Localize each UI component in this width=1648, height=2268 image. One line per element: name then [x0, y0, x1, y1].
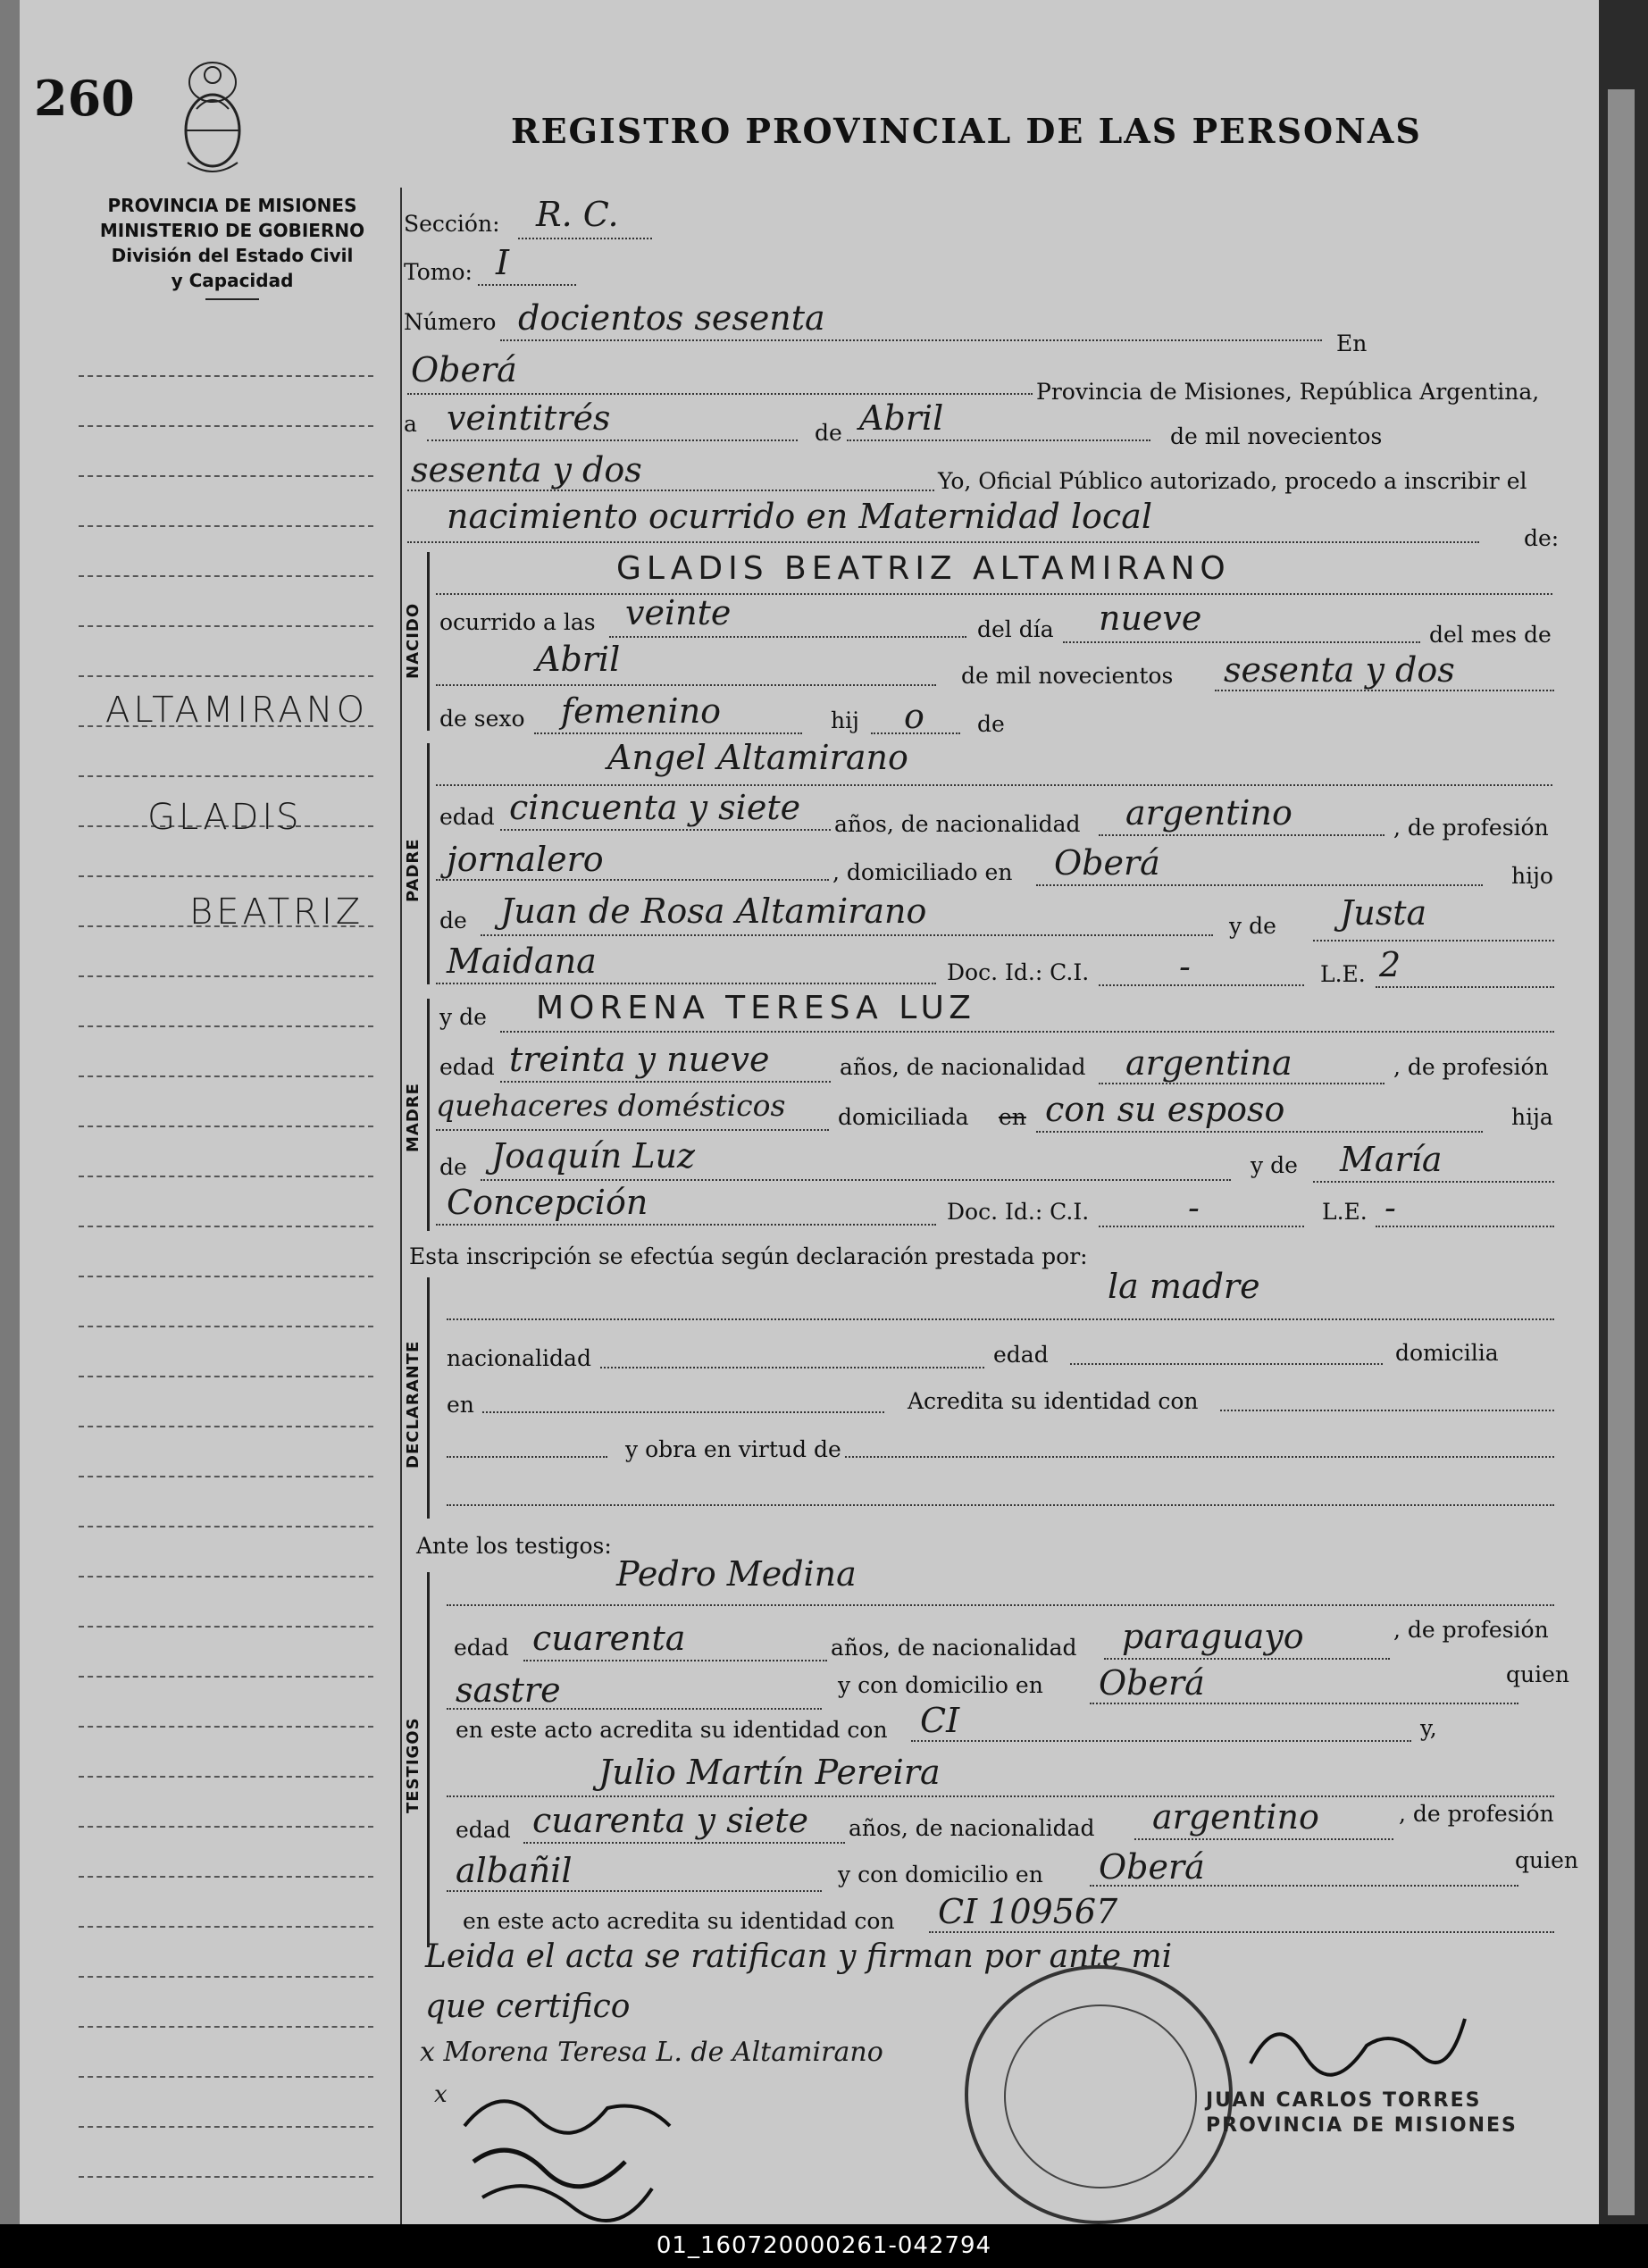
testigo2-profesion-label: , de profesión	[1399, 1801, 1554, 1827]
margin-rule-line	[79, 875, 373, 877]
declarante-obra-label: y obra en virtud de	[625, 1436, 841, 1462]
dotted-line	[447, 1708, 822, 1710]
numero-value: docientos sesenta	[518, 298, 825, 338]
margin-rule-line	[79, 2026, 373, 2028]
margin-rule-line	[79, 1226, 373, 1227]
margin-first-name: GLADIS	[147, 797, 303, 838]
x-mark: x	[434, 2081, 448, 2108]
padre-nacionalidad-value: argentino	[1125, 793, 1292, 833]
sexo-label: de sexo	[439, 706, 525, 732]
cierre-linea-1: Leida el acta se ratifican y firman por ante mi	[425, 1938, 1173, 1975]
section-bar	[427, 1277, 430, 1519]
margin-rule-line	[79, 2076, 373, 2078]
madre-ci-value: -	[1188, 1188, 1200, 1227]
testigo1-edad-label: edad	[454, 1635, 509, 1661]
lugar-value: Oberá	[411, 350, 517, 389]
margin-rule-line	[79, 1526, 373, 1527]
margin-rule-line	[79, 1976, 373, 1978]
dotted-line	[436, 784, 1552, 786]
firma-madre: x Morena Teresa L. de Altamirano	[420, 2037, 883, 2068]
image-id-footer: 01_160720000261-042794	[0, 2224, 1648, 2268]
dotted-line	[407, 541, 1479, 543]
tomo-label: Tomo:	[404, 259, 473, 285]
dotted-line	[482, 1411, 884, 1413]
padre-edad-value: cincuenta y siete	[509, 788, 801, 827]
madre-edad-value: treinta y nueve	[509, 1040, 770, 1079]
margin-surname: ALTAMIRANO	[105, 690, 369, 731]
dotted-line	[1090, 1885, 1518, 1887]
dotted-line	[407, 490, 934, 491]
margin-rule-line	[79, 1176, 373, 1177]
margin-rule-line	[79, 1626, 373, 1628]
margin-rule-line	[79, 525, 373, 527]
del-mes-label: del mes de	[1429, 622, 1552, 648]
testigo2-nombre: Julio Martín Pereira	[598, 1753, 941, 1792]
margin-rule-line	[79, 375, 373, 377]
dotted-line	[1090, 1703, 1518, 1704]
seccion-value: R. C.	[536, 195, 619, 234]
dotted-line	[518, 238, 652, 239]
section-madre-label: MADRE	[404, 1083, 422, 1152]
margin-rule-line	[79, 1826, 373, 1828]
testigo1-quien-label: quien	[1506, 1661, 1569, 1687]
anio-nacimiento-value: sesenta y dos	[1224, 650, 1455, 690]
hecho-value: nacimiento ocurrido en Maternidad local	[447, 497, 1153, 536]
dotted-line	[500, 1031, 1554, 1033]
madre-en-label: en	[999, 1104, 1026, 1130]
testigo2-profesion-value: albañil	[456, 1851, 573, 1890]
dotted-line	[427, 439, 798, 441]
dotted-line	[1376, 986, 1554, 988]
margin-rule-line	[79, 1676, 373, 1678]
madre-doc-label: Doc. Id.: C.I.	[947, 1199, 1090, 1225]
page-title: REGISTRO PROVINCIAL DE LAS PERSONAS	[511, 111, 1422, 151]
padre-anos-label: años, de nacionalidad	[834, 811, 1081, 837]
en-label: En	[1336, 331, 1368, 356]
margin-rule-line	[79, 1025, 373, 1027]
tomo-value: I	[496, 243, 510, 282]
padre-ci-value: -	[1179, 947, 1191, 986]
padre-domicilio-value: Oberá	[1054, 843, 1160, 883]
testigo2-doc-value: CI 109567	[938, 1892, 1118, 1931]
form-border	[400, 188, 402, 2224]
facing-page-edge	[1608, 89, 1635, 2215]
de-label: de	[815, 420, 842, 446]
org-line: PROVINCIA DE MISIONES	[107, 195, 357, 216]
witness-signature	[447, 2072, 697, 2224]
stamp-inner-ring	[1004, 2004, 1197, 2188]
madre-madre-cont: Concepción	[447, 1183, 648, 1222]
oficial-text: Yo, Oficial Público autorizado, procedo a inscribir el	[938, 468, 1527, 494]
margin-rule-line	[79, 675, 373, 677]
section-testigos-label: TESTIGOS	[404, 1717, 422, 1813]
padre-domiciliado-label: , domiciliado en	[832, 859, 1013, 885]
dotted-line	[447, 1604, 1554, 1606]
hij-value: o	[904, 697, 924, 736]
margin-rule-line	[79, 1276, 373, 1277]
hija-label: hija	[1511, 1104, 1553, 1130]
padre-y-de-label: y de	[1229, 913, 1276, 939]
declarante-nombre: la madre	[1108, 1267, 1260, 1306]
dotted-line	[1036, 884, 1483, 886]
testigos-intro: Ante los testigos:	[416, 1533, 612, 1559]
section-declarante-label: DECLARANTE	[404, 1340, 422, 1469]
margin-rule-line	[79, 1476, 373, 1477]
testigo2-edad-label: edad	[456, 1817, 511, 1843]
padre-doc-label: Doc. Id.: C.I.	[947, 959, 1090, 985]
dotted-line	[1134, 1838, 1393, 1840]
testigo1-nombre: Pedro Medina	[616, 1554, 857, 1594]
section-bar	[427, 743, 430, 984]
madre-nacionalidad-value: argentina	[1125, 1043, 1292, 1083]
margin-second-name: BEATRIZ	[189, 891, 364, 933]
hij-label: hij	[831, 707, 859, 733]
officer-signature	[1242, 1992, 1474, 2090]
dotted-line	[500, 339, 1322, 341]
org-line: MINISTERIO DE GOBIERNO	[99, 220, 365, 241]
dotted-line	[847, 439, 1150, 441]
page-number: 260	[34, 70, 135, 127]
dotted-line	[845, 1456, 1554, 1458]
dotted-line	[1099, 984, 1304, 986]
dotted-line	[600, 1367, 984, 1368]
section-bar	[427, 1572, 430, 1947]
stamp-name: JUAN CARLOS TORRES	[1206, 2089, 1482, 2112]
margin-rule-line	[79, 1426, 373, 1427]
provincia-text: Provincia de Misiones, República Argentina,	[1036, 379, 1540, 405]
testigo1-y-label: y,	[1420, 1715, 1437, 1741]
dotted-line	[1099, 1083, 1384, 1084]
madre-y-de2-label: y de	[1251, 1152, 1298, 1178]
dotted-line	[1376, 1226, 1554, 1227]
dotted-line	[481, 1179, 1231, 1181]
padre-nombre: Angel Altamirano	[607, 738, 908, 777]
margin-rule-line	[79, 1876, 373, 1878]
testigo1-acredita-label: en este acto acredita su identidad con	[456, 1717, 888, 1743]
del-dia-label: del día	[977, 616, 1054, 642]
madre-le-label: L.E.	[1322, 1199, 1368, 1225]
dotted-line	[523, 1660, 827, 1661]
testigo2-domicilio-label: y con domicilio en	[838, 1862, 1043, 1887]
declarante-edad-label: edad	[993, 1342, 1049, 1368]
testigo1-anos-label: años, de nacionalidad	[831, 1635, 1077, 1661]
dotted-line	[534, 732, 802, 734]
dotted-line	[500, 829, 831, 831]
section-bar	[427, 999, 430, 1231]
mil-novecientos-text: de mil novecientos	[1170, 423, 1383, 449]
anio-value: sesenta y dos	[411, 450, 642, 490]
dotted-line	[871, 732, 960, 734]
stamp-province: PROVINCIA DE MISIONES	[1206, 2114, 1518, 2137]
section-padre-label: PADRE	[404, 838, 422, 902]
hora-value: veinte	[625, 593, 732, 632]
madre-domicilio-value: con su esposo	[1045, 1090, 1285, 1129]
coat-of-arms-icon	[170, 55, 255, 180]
dia-nacimiento-value: nueve	[1099, 598, 1202, 638]
dotted-line	[1099, 834, 1384, 836]
dotted-line	[609, 636, 966, 638]
dotted-line	[481, 934, 1213, 936]
dotted-line	[1036, 1131, 1483, 1133]
dotted-line	[447, 1504, 1554, 1506]
margin-rule-line	[79, 1075, 373, 1077]
dotted-line	[1215, 690, 1554, 691]
padre-madre-cont: Maidana	[447, 942, 597, 981]
margin-rule-line	[79, 775, 373, 777]
madre-le-value: -	[1384, 1188, 1396, 1227]
madre-y-de-label: y de	[439, 1004, 487, 1030]
mil-label: de mil novecientos	[961, 663, 1174, 689]
madre-nombre: MORENA TERESA LUZ	[536, 990, 976, 1026]
seccion-label: Sección:	[404, 211, 500, 237]
madre-profesion-label: , de profesión	[1393, 1054, 1549, 1080]
dotted-line	[1104, 1658, 1390, 1660]
dotted-line	[447, 1890, 822, 1892]
dotted-line	[1220, 1410, 1554, 1411]
dia-value: veintitrés	[447, 398, 611, 438]
madre-profesion-value: quehaceres domésticos	[436, 1088, 786, 1123]
declarante-intro: Esta inscripción se efectúa según declaración prestada por:	[409, 1243, 1088, 1269]
official-stamp	[965, 1965, 1233, 2224]
dotted-line	[436, 983, 936, 984]
testigo2-nacionalidad-value: argentino	[1152, 1797, 1319, 1837]
dotted-line	[447, 1795, 1554, 1797]
dotted-line	[911, 1740, 1411, 1742]
nacido-nombre: GLADIS BEATRIZ ALTAMIRANO	[616, 550, 1231, 587]
madre-padre-value: Joaquín Luz	[491, 1136, 695, 1176]
testigo1-doc-value: CI	[920, 1701, 960, 1740]
section-bar	[427, 552, 430, 731]
org-line: y Capacidad	[171, 270, 294, 291]
a-label: a	[404, 411, 417, 437]
org-divider	[205, 298, 259, 300]
testigo2-domicilio-value: Oberá	[1099, 1847, 1205, 1887]
margin-rule-line	[79, 2126, 373, 2128]
testigo1-edad-value: cuarenta	[532, 1619, 686, 1658]
mes-value: Abril	[859, 398, 944, 438]
dotted-line	[1313, 940, 1554, 942]
declarante-nacionalidad-label: nacionalidad	[447, 1345, 591, 1371]
dotted-line	[1070, 1363, 1383, 1365]
de-colon-label: de:	[1524, 525, 1560, 551]
dotted-line	[436, 1129, 829, 1131]
cierre-linea-2: que certifico	[425, 1988, 631, 2025]
margin-rule-line	[79, 625, 373, 627]
margin-rule-line	[79, 1926, 373, 1928]
testigo1-nacionalidad-value: paraguayo	[1122, 1617, 1304, 1656]
testigo1-domicilio-value: Oberá	[1099, 1663, 1205, 1703]
padre-de-label: de	[439, 908, 467, 933]
sexo-value: femenino	[561, 691, 722, 731]
book-binding	[0, 0, 20, 2224]
mes-nacimiento-value: Abril	[536, 640, 621, 679]
margin-rule-line	[79, 425, 373, 427]
dotted-line	[1313, 1181, 1554, 1183]
declarante-domicilia-label: domicilia	[1395, 1340, 1499, 1366]
testigo1-profesion-value: sastre	[456, 1670, 561, 1710]
dotted-line	[447, 1456, 607, 1458]
dotted-line	[436, 879, 829, 881]
testigo2-anos-label: años, de nacionalidad	[849, 1815, 1095, 1841]
dotted-line	[436, 1224, 936, 1226]
padre-madre-value: Justa	[1340, 893, 1427, 933]
testigo2-quien-label: quien	[1515, 1847, 1578, 1873]
madre-anos-label: años, de nacionalidad	[840, 1054, 1086, 1080]
dotted-line	[436, 593, 1552, 595]
dotted-line	[500, 1081, 831, 1083]
margin-rule-line	[79, 1126, 373, 1127]
padre-padre-value: Juan de Rosa Altamirano	[500, 891, 927, 931]
stamp-caption	[1206, 2088, 1518, 2138]
padre-edad-label: edad	[439, 804, 495, 830]
margin-rule-line	[79, 975, 373, 977]
margin-rule-line	[79, 1376, 373, 1377]
margin-rule-line	[79, 475, 373, 477]
section-nacido-label: NACIDO	[404, 602, 422, 679]
margin-rule-line	[79, 2176, 373, 2178]
margin-rule-line	[79, 1326, 373, 1327]
margin-rule-line	[79, 1776, 373, 1778]
padre-le-label: L.E.	[1320, 961, 1366, 987]
testigo1-domicilio-label: y con domicilio en	[838, 1672, 1043, 1698]
declarante-acredita-label: Acredita su identidad con	[908, 1388, 1199, 1414]
madre-madre-value: María	[1340, 1140, 1443, 1179]
margin-rule-line	[79, 1576, 373, 1578]
dotted-line	[478, 284, 576, 286]
dotted-line	[1099, 1226, 1304, 1227]
padre-le-value: 2	[1379, 945, 1401, 984]
madre-domiciliada-label: domiciliada	[838, 1104, 969, 1130]
madre-edad-label: edad	[439, 1054, 495, 1080]
organization-block	[71, 193, 393, 300]
dotted-line	[407, 393, 1033, 395]
testigo1-profesion-label: , de profesión	[1393, 1617, 1549, 1643]
dotted-line	[1063, 641, 1420, 643]
padre-profesion-value: jornalero	[447, 840, 604, 879]
dotted-line	[447, 1318, 1554, 1320]
margin-rule-line	[79, 1726, 373, 1728]
dotted-line	[436, 684, 936, 686]
numero-label: Número	[404, 309, 497, 335]
padre-profesion-label: , de profesión	[1393, 815, 1549, 841]
testigo2-acredita-label: en este acto acredita su identidad con	[463, 1908, 895, 1934]
madre-de-label: de	[439, 1154, 467, 1180]
ocurrido-label: ocurrido a las	[439, 609, 596, 635]
hijo-label: hijo	[1511, 863, 1553, 889]
declarante-en-label: en	[447, 1392, 474, 1418]
dotted-line	[929, 1931, 1554, 1933]
org-line: División del Estado Civil	[111, 245, 354, 266]
margin-rule-line	[79, 575, 373, 577]
de-label: de	[977, 711, 1005, 737]
testigo2-edad-value: cuarenta y siete	[532, 1801, 808, 1840]
dotted-line	[523, 1842, 845, 1844]
